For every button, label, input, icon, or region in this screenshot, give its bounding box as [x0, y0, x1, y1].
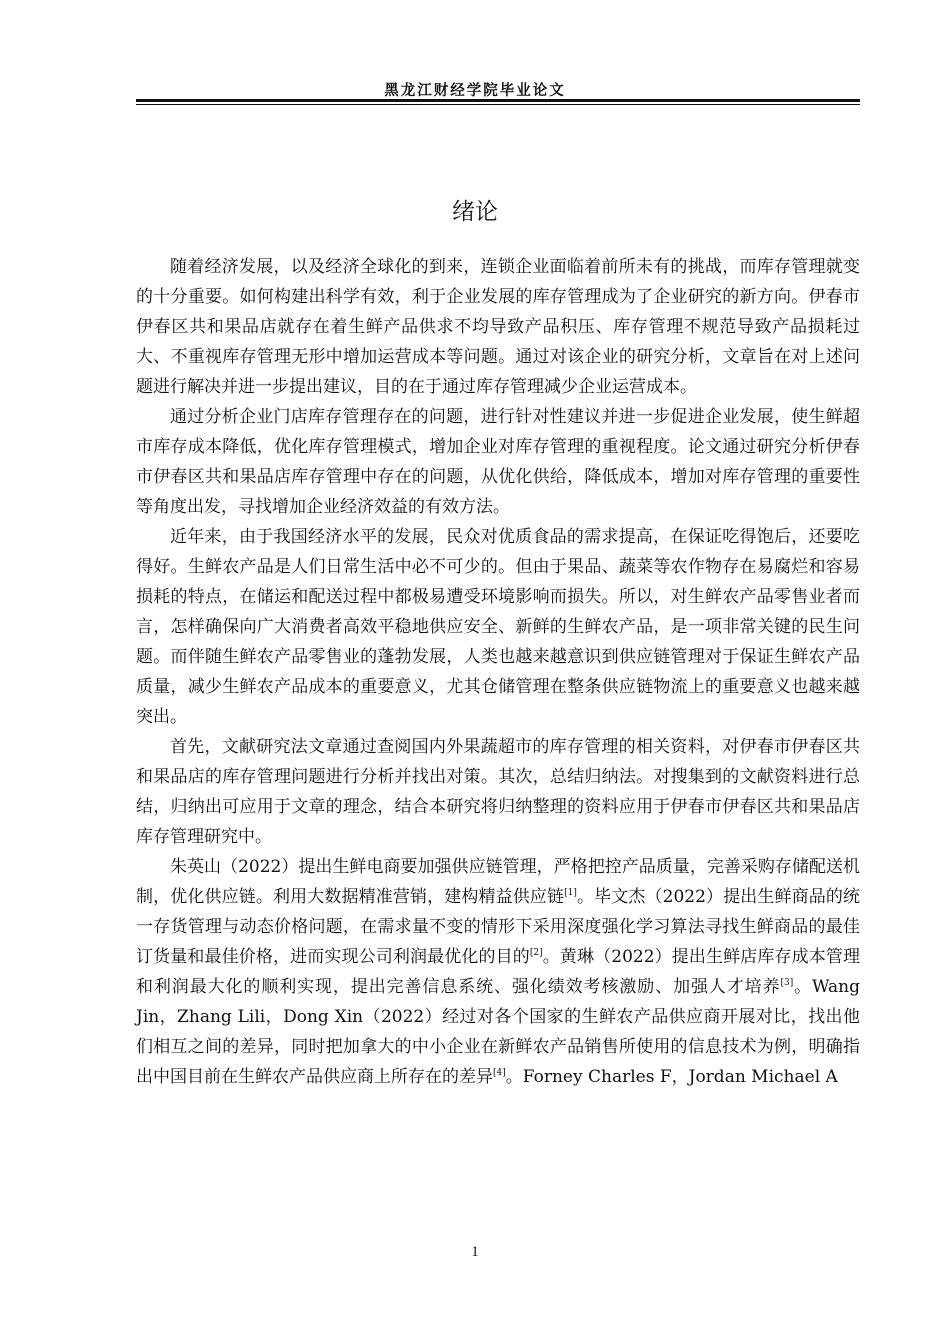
chapter-title: 绪论 [452, 199, 498, 225]
header-rule-thin [136, 104, 860, 105]
citation-1: [1] [564, 888, 577, 898]
paragraph-5-text-3: 。黄琳（2022）提出生鲜店库存成本管理和利润最大化的顺利实现，提出完善信息系统、强化绩效考核激励、加强人才培养 [136, 947, 861, 997]
citation-3: [3] [780, 978, 794, 988]
citation-2: [2] [529, 948, 543, 958]
paragraph-5 [136, 852, 860, 1092]
paragraph-5-text-2: 。毕文杰（2022）提出生鲜商品的统一存货管理与动态价格问题，在需求量不变的情形下采用深度强化学习算法寻找生鲜商品的最佳订货量和最佳价格，进而实现公司利润最优化的目的 [136, 887, 861, 967]
body-text [136, 252, 860, 1092]
citation-4: [4] [493, 1068, 506, 1078]
paragraph-2: 通过分析企业门店库存管理存在的问题，进行针对性建议并进一步促进企业发展，使生鲜超市库存成本降低，优化库存管理模式，增加企业对库存管理的重视程度。论文通过研究分析伊春市伊春区共和果品店库存管理中存在的问题，从优化供给，降低成本，增加对库存管理的重要性等角度出发，寻找增加企业经济效益的有效方法。 [136, 407, 860, 517]
paragraph-5-text-5: 。Forney Charles F，Jordan Michael A [505, 1067, 838, 1087]
paragraph-3: 近年来，由于我国经济水平的发展，民众对优质食品的需求提高，在保证吃得饱后，还要吃得好。生鲜农产品是人们日常生活中必不可少的。但由于果品、蔬菜等农作物存在易腐烂和容易损耗的特点，在储运和配送过程中都极易遭受环境影响而损失。所以，对生鲜农产品零售业者而言，怎样确保向广大消费者高效平稳地供应安全、新鲜的生鲜农产品，是一项非常关键的民生问题。而伴随生鲜农产品零售业的蓬勃发展，人类也越来越意识到供应链管理对于保证生鲜农产品质量，减少生鲜农产品成本的重要意义，尤其仓储管理在整条供应链物流上的重要意义也越来越突出。 [136, 527, 860, 727]
paragraph-5-text-1: 朱英山（2022）提出生鲜电商要加强供应链管理，严格把控产品质量，完善采购存储配送机制，优化供应链。利用大数据精准营销，建构精益供应链 [136, 857, 860, 907]
paragraph-4: 首先，文献研究法文章通过查阅国内外果蔬超市的库存管理的相关资料，对伊春市伊春区共和果品店的库存管理问题进行分析并找出对策。其次，总结归纳法。对搜集到的文献资料进行总结，归纳出可应用于文章的理念，结合本研究将归纳整理的资料应用于伊春市伊春区共和果品店库存管理研究中。 [136, 737, 860, 847]
page-number: 1 [471, 1244, 479, 1260]
paragraph-1: 随着经济发展，以及经济全球化的到来，连锁企业面临着前所未有的挑战，而库存管理就变的十分重要。如何构建出科学有效，利于企业发展的库存管理成为了企业研究的新方向。伊春市伊春区共和果品店就存在着生鲜产品供求不均导致产品积压、库存管理不规范导致产品损耗过大、不重视库存管理无形中增加运营成本等问题。通过对该企业的研究分析，文章旨在对上述问题进行解决并进一步提出建议，目的在于通过库存管理减少企业运营成本。 [136, 257, 860, 397]
paragraph-5-text-4: 。Wang Jin，Zhang Lili，Dong Xin（2022）经过对各个国家的生鲜农产品供应商开展对比，找出他们相互之间的差异，同时把加拿大的中小企业在新鲜农产品销售所使用的信息技术为例，明确指出中国目前在生鲜农产品供应商上所存在的差异 [136, 977, 861, 1087]
running-header-title: 黑龙江财经学院毕业论文 [384, 82, 566, 99]
header-rule-thick [136, 99, 860, 102]
